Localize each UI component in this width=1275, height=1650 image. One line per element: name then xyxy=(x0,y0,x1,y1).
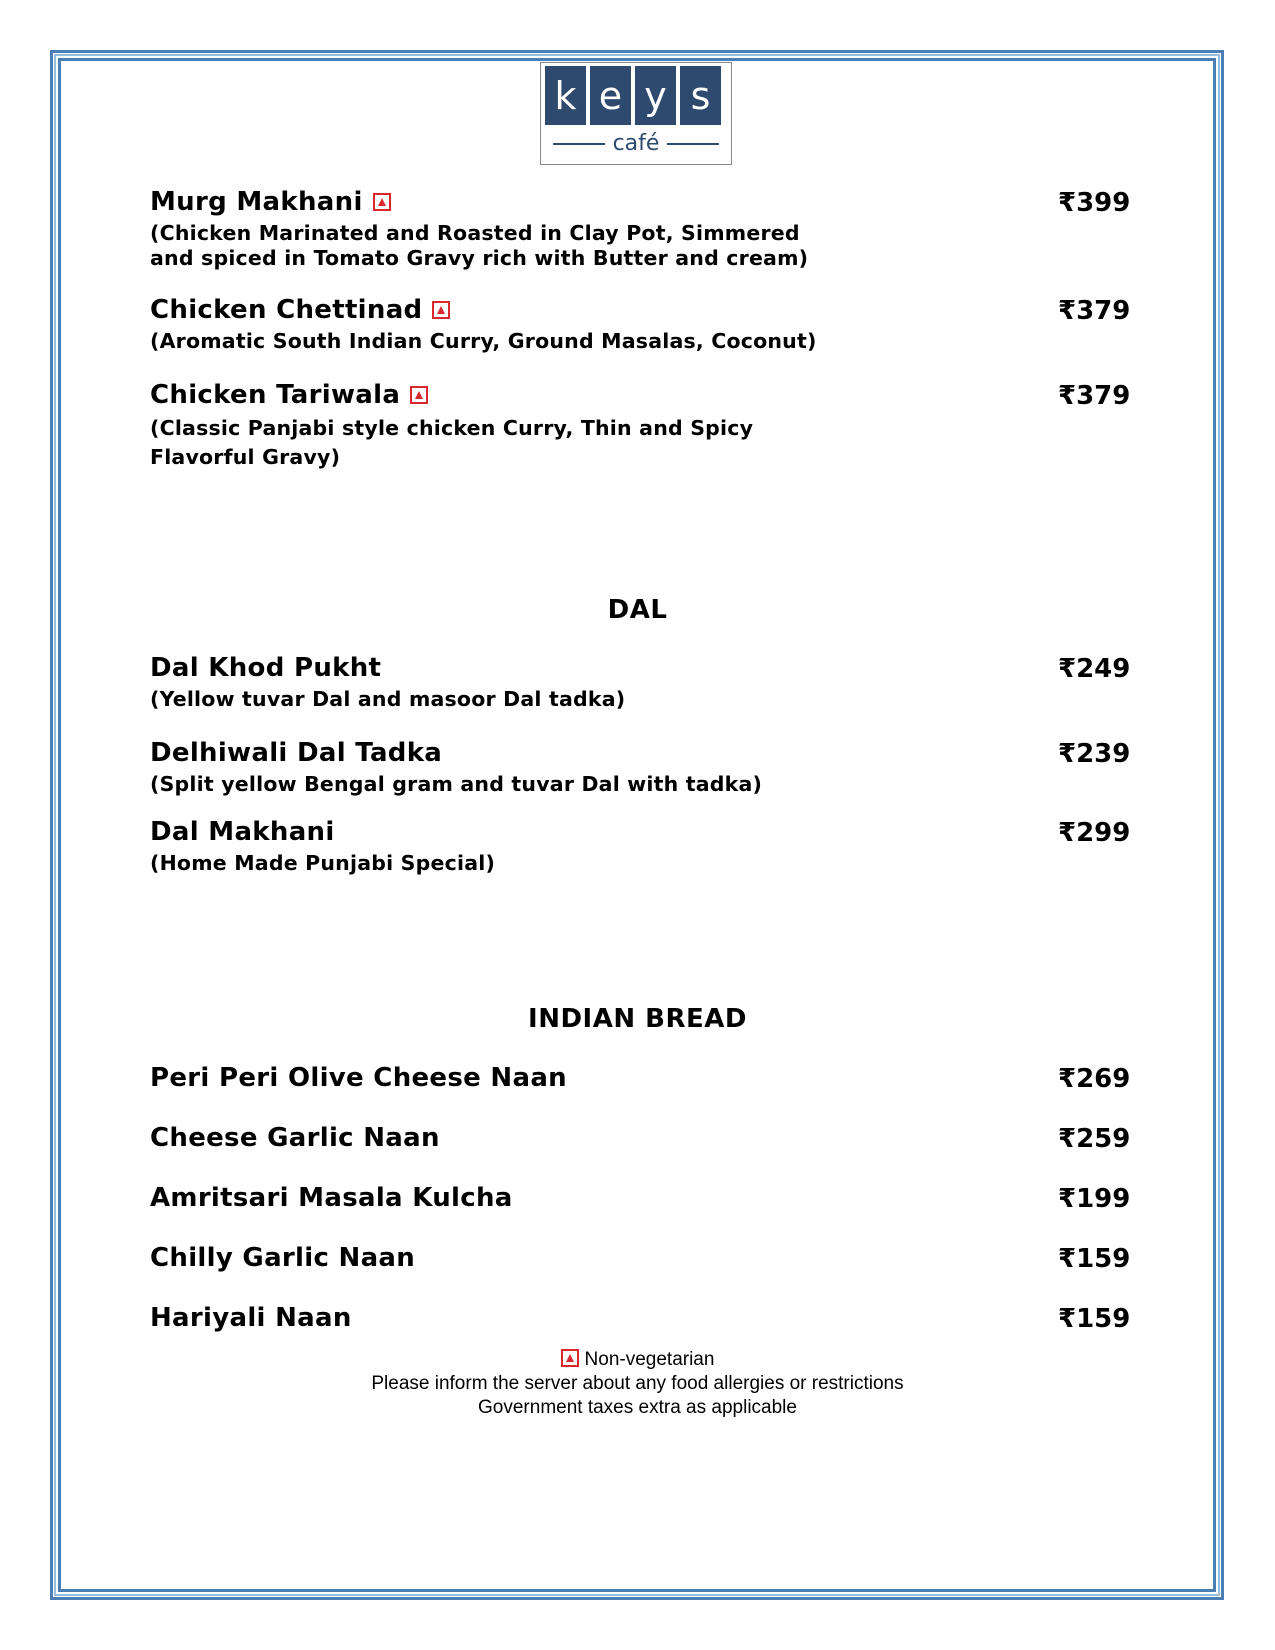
section-title-dal: DAL xyxy=(607,595,668,625)
menu-item-murg-makhani xyxy=(150,188,1130,272)
item-name-row xyxy=(150,1124,1130,1153)
logo-letter: e xyxy=(590,66,631,125)
non-veg-icon xyxy=(373,193,391,211)
item-name: Hariyali Naan xyxy=(150,1303,352,1333)
menu-item-peri-peri-olive-cheese-naan xyxy=(150,1064,1130,1093)
menu-item-dal-makhani xyxy=(150,818,1130,876)
logo-letter: s xyxy=(680,66,721,125)
item-description-line: (Split yellow Bengal gram and tuvar Dal with tadka) xyxy=(150,771,763,796)
item-name: Chicken Tariwala xyxy=(150,380,401,410)
item-name-row xyxy=(150,1064,1130,1093)
logo-letter: y xyxy=(635,66,676,125)
allergy-note: Please inform the server about any food allergies or restrictions xyxy=(371,1373,904,1395)
section-title-indian-bread: INDIAN BREAD xyxy=(528,1004,747,1034)
non-veg-legend xyxy=(0,1348,1275,1372)
menu-item-hariyali-naan xyxy=(150,1304,1130,1333)
item-description xyxy=(150,772,1130,798)
item-price: ₹399 xyxy=(1058,188,1131,218)
item-price: ₹269 xyxy=(1058,1064,1131,1094)
non-veg-icon xyxy=(561,1349,579,1367)
item-price: ₹239 xyxy=(1058,739,1131,769)
item-name: Chicken Chettinad xyxy=(150,295,423,325)
item-description-line: (Yellow tuvar Dal and masoor Dal tadka) xyxy=(150,686,626,711)
item-description xyxy=(150,329,1130,355)
non-veg-icon xyxy=(410,386,428,404)
item-name: Dal Khod Pukht xyxy=(150,653,382,683)
item-price: ₹259 xyxy=(1058,1124,1131,1154)
item-name: Peri Peri Olive Cheese Naan xyxy=(150,1063,567,1093)
item-name-row xyxy=(150,381,1130,410)
item-name-row xyxy=(150,739,1130,768)
item-description xyxy=(150,221,1130,272)
logo-subtitle-text: café xyxy=(612,131,660,156)
item-name-row xyxy=(150,1244,1130,1273)
item-price: ₹249 xyxy=(1058,654,1131,684)
item-price: ₹159 xyxy=(1058,1304,1131,1334)
non-veg-legend-text: Non-vegetarian xyxy=(584,1349,715,1370)
logo-letters xyxy=(545,66,721,125)
menu-footer xyxy=(0,1348,1275,1420)
item-price: ₹379 xyxy=(1058,296,1131,326)
tax-note: Government taxes extra as applicable xyxy=(478,1397,797,1419)
item-description-line: Flavorful Gravy) xyxy=(150,445,341,470)
item-name-row xyxy=(150,1184,1130,1213)
item-price: ₹159 xyxy=(1058,1244,1131,1274)
logo-letter: k xyxy=(545,66,586,125)
item-description-line: (Aromatic South Indian Curry, Ground Masalas, Coconut) xyxy=(150,328,817,353)
item-description xyxy=(150,414,1130,473)
item-price: ₹199 xyxy=(1058,1184,1131,1214)
item-name: Murg Makhani xyxy=(150,187,363,217)
menu-item-chicken-tariwala xyxy=(150,381,1130,473)
keys-cafe-logo xyxy=(540,62,732,165)
logo-rule-left xyxy=(553,143,605,145)
item-description-line: (Home Made Punjabi Special) xyxy=(150,850,496,875)
item-name-row xyxy=(150,654,1130,683)
item-name: Chilly Garlic Naan xyxy=(150,1243,416,1273)
menu-item-amritsari-masala-kulcha xyxy=(150,1184,1130,1213)
item-name: Delhiwali Dal Tadka xyxy=(150,738,443,768)
logo-rule-right xyxy=(667,143,719,145)
item-name-row xyxy=(150,296,1130,325)
item-description-line: (Classic Panjabi style chicken Curry, Thin and Spicy xyxy=(150,415,754,440)
menu-item-dal-khod-pukht xyxy=(150,654,1130,712)
item-price: ₹379 xyxy=(1058,381,1131,411)
menu-item-chilly-garlic-naan xyxy=(150,1244,1130,1273)
item-name-row xyxy=(150,1304,1130,1333)
menu-item-cheese-garlic-naan xyxy=(150,1124,1130,1153)
item-name-row xyxy=(150,188,1130,217)
menu-item-delhiwali-dal-tadka xyxy=(150,739,1130,797)
item-name-row xyxy=(150,818,1130,847)
non-veg-icon xyxy=(432,301,450,319)
item-description xyxy=(150,851,1130,877)
logo-subtitle xyxy=(541,131,731,156)
item-name: Amritsari Masala Kulcha xyxy=(150,1183,513,1213)
item-description-line: and spiced in Tomato Gravy rich with Butter and cream) xyxy=(150,246,809,271)
item-description xyxy=(150,687,1130,713)
item-description-line: (Chicken Marinated and Roasted in Clay Pot, Simmered xyxy=(150,220,800,245)
item-price: ₹299 xyxy=(1058,818,1131,848)
item-name: Dal Makhani xyxy=(150,817,335,847)
menu-item-chicken-chettinad xyxy=(150,296,1130,354)
item-name: Cheese Garlic Naan xyxy=(150,1123,440,1153)
